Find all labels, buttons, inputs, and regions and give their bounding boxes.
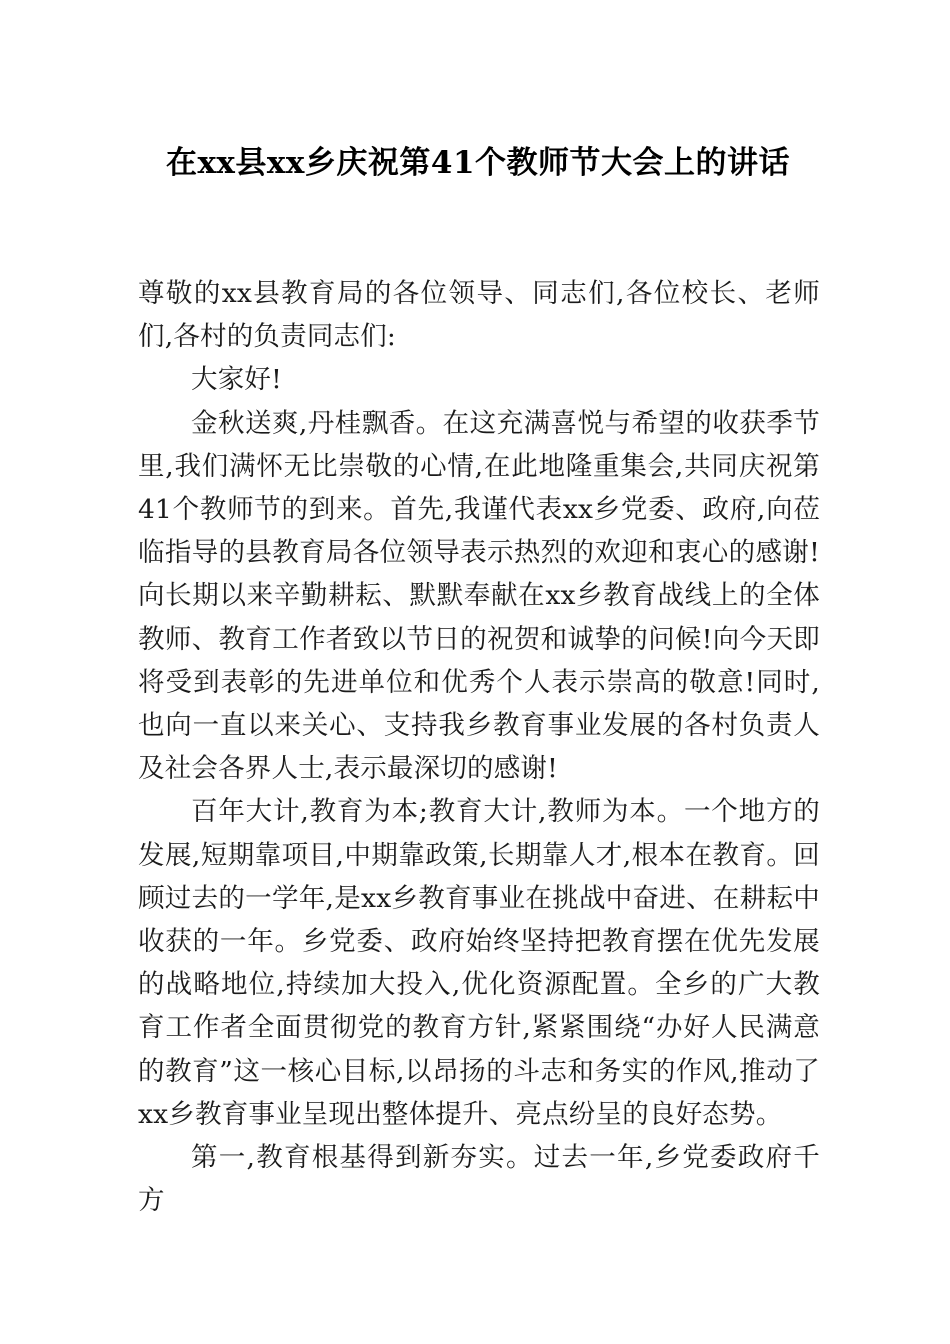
paragraph-salutation: 尊敬的xx县教育局的各位领导、同志们,各位校长、老师们,各村的负责同志们: [138, 278, 820, 353]
page-title: 在xx县xx乡庆祝第41个教师节大会上的讲话 [165, 144, 791, 181]
paragraph-point-one: 第一,教育根基得到新夯实。过去一年,乡党委政府千方 [138, 1142, 820, 1217]
paragraph-opening-welcome: 金秋送爽,丹桂飘香。在这充满喜悦与希望的收获季节里,我们满怀无比崇敬的心情,在此地隆重集会,共同庆祝第41个教师节的到来。首先,我谨代表xx乡党委、政府,向莅临指导的县教育局各位领导表示热烈的欢迎和衷心的感谢!向长期以来辛勤耕耘、默默奉献在xx乡教育战线上的全体教师、教育工作者致以节日的祝贺和诚挚的问候!向今天即将受到表彰的先进单位和优秀个人表示崇高的敬意!同时,也向一直以来关心、支持我乡教育事业发展的各村负责人及社会各界人士,表示最深切的感谢! [138, 407, 820, 785]
paragraph-greeting: 大家好! [191, 364, 282, 396]
paragraph-education-foundation: 百年大计,教育为本;教育大计,教师为本。一个地方的发展,短期靠项目,中期靠政策,长期靠人才,根本在教育。回顾过去的一学年,是xx乡教育事业在挑战中奋进、在耕耘中收获的一年。乡党委、政府始终坚持把教育摆在优先发展的战略地位,持续加大投入,优化资源配置。全乡的广大教育工作者全面贯彻党的教育方针,紧紧围绕“办好人民满意的教育”这一核心目标,以昂扬的斗志和务实的作风,推动了xx乡教育事业呈现出整体提升、亮点纷呈的良好态势。 [138, 796, 820, 1130]
document-body [138, 272, 820, 1222]
